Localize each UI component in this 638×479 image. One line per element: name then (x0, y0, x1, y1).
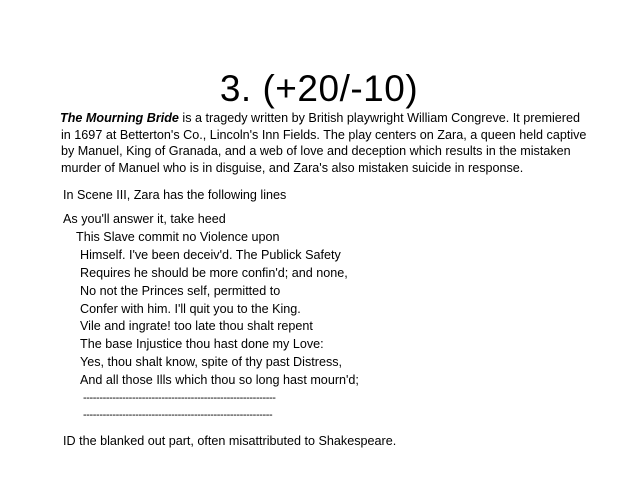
poem-line: This Slave commit no Violence upon (76, 229, 280, 244)
poem-line: Himself. I've been deceiv'd. The Publick Safety (80, 247, 341, 262)
slide-title: 3. (+20/-10) (219, 67, 419, 109)
poem-line: Yes, thou shalt know, spite of thy past Distress, (80, 355, 343, 370)
poem-line: Requires he should be more confin'd; and none, (80, 265, 348, 280)
scene-setup-text: In Scene III, Zara has the following lines (63, 188, 287, 202)
intro-line-1-text: is a tragedy written by British playwright William Congreve. It premiered (178, 111, 580, 125)
blanked-line: ----------------------------------------------------------- (83, 392, 276, 405)
poem-line: Vile and ingrate! too late thou shalt repent (80, 319, 313, 334)
poem-line: The base Injustice thou hast done my Love: (80, 337, 324, 352)
poem-line: Confer with him. I'll quit you to the King. (80, 301, 301, 316)
intro-paragraph (60, 110, 620, 176)
play-title: The Mourning Bride (60, 111, 179, 125)
poem-line: No not the Princes self, permitted to (80, 283, 281, 298)
question-text: ID the blanked out part, often misattributed to Shakespeare. (63, 434, 397, 448)
intro-line-3: by Manuel, King of Granada, and a web of love and deception which results in the mistaken (61, 144, 571, 159)
intro-line-4: murder of Manuel who is in disguise, and Zara's also mistaken suicide in response. (61, 160, 524, 175)
blanked-line: ---------------------------------------------------------- (83, 408, 273, 421)
quoted-lines (63, 211, 359, 423)
poem-line: As you'll answer it, take heed (63, 212, 226, 226)
intro-line-1 (60, 110, 620, 127)
intro-line-2: in 1697 at Betterton's Co., Lincoln's Inn Fields. The play centers on Zara, a queen held captive (61, 127, 587, 142)
poem-line: And all those Ills which thou so long hast mourn'd; (80, 373, 359, 388)
